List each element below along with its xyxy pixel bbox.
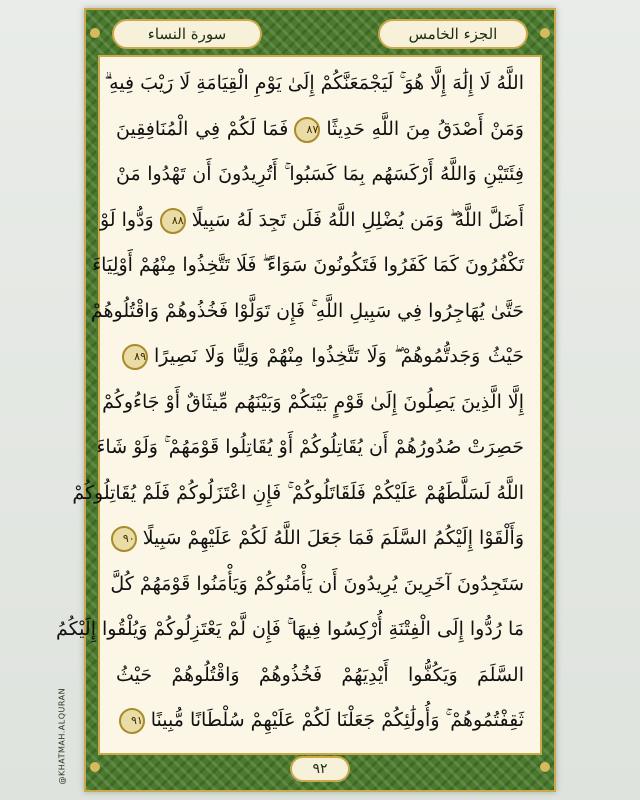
verse-line [96,427,524,467]
verse-text: حَتَّىٰ يُهَاجِرُوا فِي سَبِيلِ اللَّهِ ۚ فَإِن تَوَلَّوْا فَخُذُوهُمْ وَاقْتُلُوهُمْ [90,299,524,322]
juz-label: الجزء الخامس [378,19,528,49]
verse-line [104,63,524,103]
verse-text: اللَّهُ لَا إِلَٰهَ إِلَّا هُوَ ۚ لَيَجْمَعَنَّكُمْ إِلَىٰ يَوْمِ الْقِيَامَةِ لَا رَيْبَ فِيهِ ۗ [104,72,524,94]
verse-line [90,291,524,331]
verse-line [99,200,524,240]
verse-text: سَتَجِدُونَ آخَرِينَ يُرِيدُونَ أَن يَأْمَنُوكُمْ وَيَأْمَنُوا قَوْمَهُمْ كُلَّ [110,572,524,595]
verse-number-marker: ٨٨ [160,208,186,234]
verse-text: إِلَّا الَّذِينَ يَصِلُونَ إِلَىٰ قَوْمٍ بَيْنَكُمْ وَبَيْنَهُم مِّيثَاقٌ أَوْ جَاءُوكُمْ [102,390,524,413]
verse-line [102,382,524,422]
verse-text: وَدُّوا لَوْ [99,208,154,231]
verse-text: أَضَلَّ اللَّهُ ۖ وَمَن يُضْلِلِ اللَّهُ فَلَن تَجِدَ لَهُ سَبِيلًا [191,208,524,231]
verse-line [116,518,524,558]
verse-line [110,564,524,604]
verse-number-marker: ٨٩ [122,344,148,370]
corner-ornament [540,28,550,38]
page-number: ٩٢ [290,756,350,782]
verse-text: فَمَا لَكُمْ فِي الْمُنَافِقِينَ [116,117,289,140]
verse-number-marker: ٨٧ [294,117,320,143]
verse-line [56,609,524,649]
verse-text: مَا رُدُّوا إِلَى الْفِتْنَةِ أُرْكِسُوا فِيهَا ۚ فَإِن لَّمْ يَعْتَزِلُوكُمْ وَيُلْقُوا إِلَيْكُمُ [56,618,524,640]
verse-number-marker: ٩٠ [111,526,137,552]
verse-number-marker: ٩١ [119,708,145,734]
verse-line [116,109,524,149]
verse-text: حَصِرَتْ صُدُورُهُمْ أَن يُقَاتِلُوكُمْ أَوْ يُقَاتِلُوا قَوْمَهُمْ ۚ وَلَوْ شَاءَ [96,436,524,458]
verse-line [116,154,524,194]
verse-line [116,336,524,376]
corner-ornament [90,28,100,38]
verse-text: فِئَتَيْنِ وَاللَّهُ أَرْكَسَهُم بِمَا كَسَبُوا ۚ أَتُرِيدُونَ أَن تَهْدُوا مَنْ [116,163,524,185]
surah-label: سورة النساء [112,19,262,49]
verse-text: وَمَنْ أَصْدَقُ مِنَ اللَّهِ حَدِيثًا [326,117,524,140]
verse-text: حَيْثُ وَجَدتُّمُوهُمْ ۖ وَلَا تَتَّخِذُوا مِنْهُمْ وَلِيًّا وَلَا نَصِيرًا [154,345,524,367]
page-footer [84,752,556,786]
verse-text: اللَّهُ لَسَلَّطَهُمْ عَلَيْكُمْ فَلَقَاتَلُوكُمْ ۚ فَإِنِ اعْتَزَلُوكُمْ فَلَمْ يُقَاتِلُوكُمْ [72,481,524,504]
verse-line [116,700,524,740]
verse-line [72,473,524,513]
watermark: @KHATMAH.ALQURAN [57,687,67,785]
verse-line [92,245,524,285]
verse-text: السَّلَمَ وَيَكُفُّوا أَيْدِيَهُمْ فَخُذُوهُمْ وَاقْتُلُوهُمْ حَيْثُ [116,663,524,686]
verse-text: وَأَلْقَوْا إِلَيْكُمُ السَّلَمَ فَمَا جَعَلَ اللَّهُ لَكُمْ عَلَيْهِمْ سَبِيلًا [142,527,524,549]
verse-line [116,655,524,695]
verse-text: ثَقِفْتُمُوهُمْ ۚ وَأُولَٰئِكُمْ جَعَلْنَا لَكُمْ عَلَيْهِمْ سُلْطَانًا مُّبِينًا [150,709,524,731]
verse-text: تَكْفُرُونَ كَمَا كَفَرُوا فَتَكُونُونَ سَوَاءً ۖ فَلَا تَتَّخِذُوا مِنْهُمْ أَوْلِيَاءَ [92,254,524,276]
